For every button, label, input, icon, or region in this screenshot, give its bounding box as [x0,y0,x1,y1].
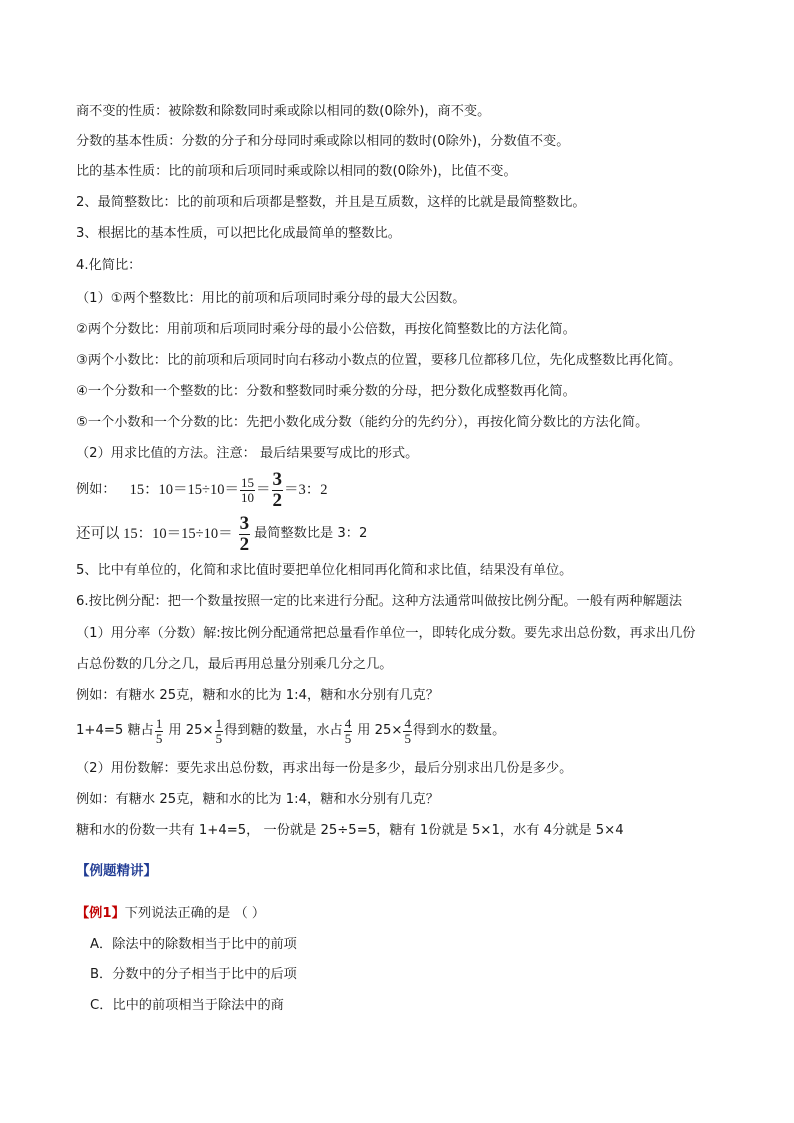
example-suffix: 最简整数比是 3：2 [254,526,368,541]
option-c[interactable]: C．比中的前项相当于除法中的商 [90,998,284,1013]
fraction-3-over-2 [272,470,284,511]
option-a[interactable]: A．除法中的除数相当于比中的前项 [90,937,297,952]
text-line-example-sugar-water-2: 例如：有糖水 25克，糖和水的比为 1:4，糖和水分别有几克？ [76,792,439,807]
text-line-parts-method: （2）用份数解：要先求出总份数，再求出每一份是多少，最后分别求出几份是多少。 [76,761,573,776]
fraction-numerator: 1 [215,715,223,731]
fraction-denominator: 5 [155,730,163,746]
text-line-unit-ratio: 5、比中有单位的，化简和求比值时要把单位化相同再化简和求比值，结果没有单位。 [76,563,573,578]
text-line-fraction-method: （1）用分率（分数）解:按比例分配通常把总量看作单位一，即转化成分数。要先求出总份数，再求出几份 [76,626,696,641]
fraction-1-over-5 [215,717,224,745]
text-line-ratio-value-method: （2）用求比值的方法。注意： 最后结果要写成比的形式。 [76,446,419,461]
fraction-numerator: 4 [344,715,352,731]
fraction-denominator: 2 [272,489,283,511]
fraction-denominator: 5 [344,730,352,746]
equals-sign: ＝ [256,482,271,498]
question-1 [76,904,265,924]
fraction-denominator: 10 [241,489,255,505]
solution-part-1: 1+4=5 糖占 [76,723,154,738]
solution-part-2: 用 25× [168,723,214,738]
example-prefix: 还可以 15：10＝15÷10＝ [76,526,233,542]
text-line-decimal-ratio: ③两个小数比：比的前项和后项同时向右移动小数点的位置，要移几位都移几位，先化成整数比再化简。 [76,353,682,368]
example-result: ＝3：2 [284,482,328,498]
text-line-simplest-ratio: 2、最简整数比：比的前项和后项都是整数，并且是互质数，这样的比就是最简整数比。 [76,195,586,210]
text-line-fraction-property: 分数的基本性质：分数的分子和分母同时乘或除以相同的数时(0除外)，分数值不变。 [76,134,570,149]
text-line-quotient-property: 商不变的性质：被除数和除数同时乘或除以相同的数(0除外)，商不变。 [76,104,491,119]
fraction-denominator: 5 [215,730,223,746]
text-line-fraction-method-cont: 占总份数的几分之几，最后再用总量分别乘几分之几。 [76,657,393,672]
fraction-3-over-2 [239,514,251,555]
text-line-example-sugar-water: 例如：有糖水 25克，糖和水的比为 1:4，糖和水分别有几克？ [76,688,439,703]
question-text: 下列说法正确的是 （ ） [124,906,266,921]
question-tag-close: 】 [111,906,125,921]
fraction-4-over-5 [403,717,412,745]
text-line-fraction-ratio: ②两个分数比：用前项和后项同时乘分母的最小公倍数，再按化简整数比的方法化简。 [76,322,576,337]
text-line-simplify-by-property: 3、根据比的基本性质，可以把比化成最简单的整数比。 [76,226,401,241]
example-line-simplest-ratio [76,513,367,555]
text-line-decimal-fraction-ratio: ⑤一个小数和一个分数的比：先把小数化成分数（能约分的先约分），再按化简分数比的方法化简。 [76,415,649,430]
fraction-numerator: 3 [272,468,283,490]
question-number: 1 [102,906,112,921]
fraction-denominator: 5 [404,730,411,746]
fraction-15-over-10 [240,476,255,504]
fraction-denominator: 2 [239,533,250,555]
text-line-parts-solution: 糖和水的份数一共有 1+4=5， 一份就是 25÷5=5，糖有 1份就是 5×1，水有 4分就是 5×4 [76,823,624,838]
fraction-numerator: 15 [241,474,255,490]
section-heading-examples: 【例题精讲】 [76,863,157,879]
text-line-proportional-distribution: 6.按比例分配：把一个数量按照一定的比来进行分配。这种方法通常叫做按比例分配。一般有两种解题法 [76,594,683,609]
option-b[interactable]: B．分数中的分子相当于比中的后项 [90,967,297,982]
fraction-numerator: 3 [239,512,250,534]
example-prefix: 例如： [76,482,116,497]
text-line-integer-ratio: （1）①两个整数比：用比的前项和后项同时乘分母的最大公因数。 [76,291,466,306]
fraction-4-over-5 [344,717,353,745]
solution-part-3: 得到糖的数量，水占 [224,723,343,738]
fraction-numerator: 4 [404,715,411,731]
example-expression: 15：10＝15÷10＝ [129,482,240,498]
question-tag-open: 【例 [76,906,103,921]
text-line-simplify-heading: 4.化简比： [76,258,142,273]
text-line-ratio-property: 比的基本性质：比的前项和后项同时乘或除以相同的数(0除外)，比值不变。 [76,164,517,179]
fraction-numerator: 1 [155,715,163,731]
example-line-ratio-value [76,470,328,510]
fraction-1-over-5 [155,717,164,745]
solution-part-4: 用 25× [357,723,403,738]
text-line-fraction-integer-ratio: ④一个分数和一个整数的比：分数和整数同时乘分数的分母，把分数化成整数再化简。 [76,384,576,399]
example-line-fraction-solution [76,711,505,751]
solution-part-5: 得到水的数量。 [412,723,506,738]
